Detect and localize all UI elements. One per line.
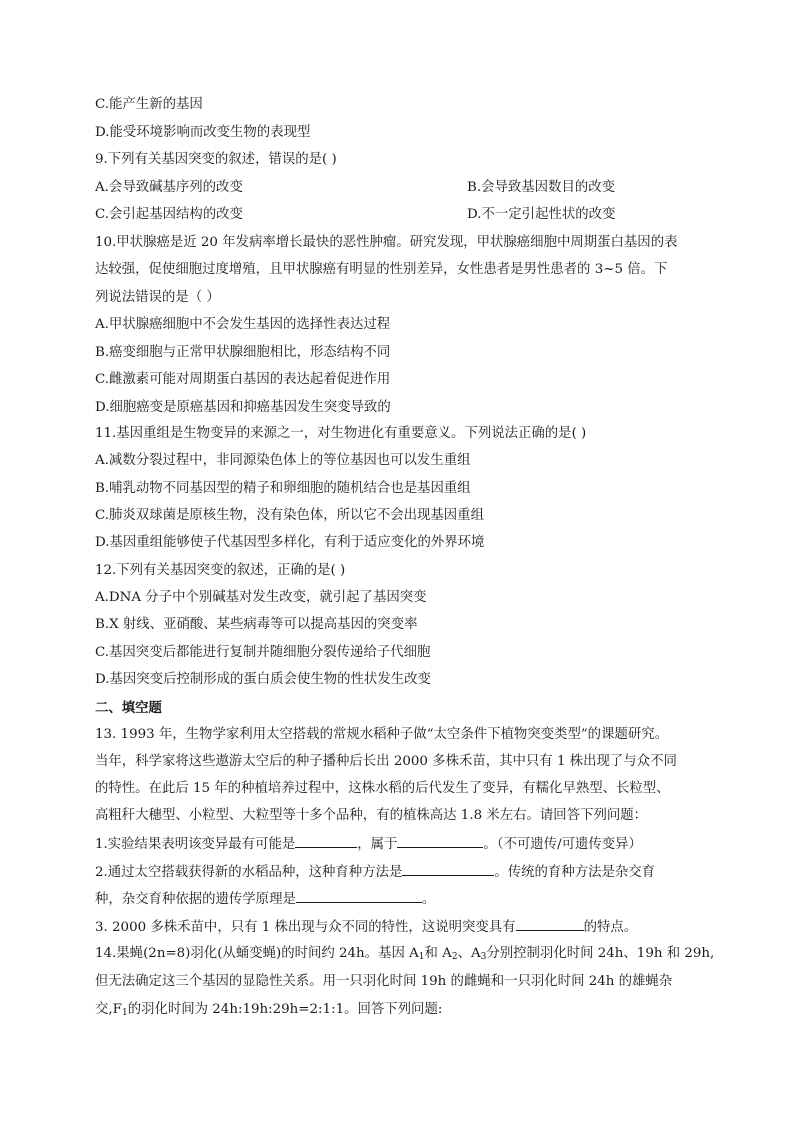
text-segment: 。（不可遗传/可遗传变异） bbox=[483, 837, 642, 852]
text-segment: 的羽化时间为 24h:19h:29h=2:1:1。回答下列问题: bbox=[127, 1002, 443, 1017]
answer-blank[interactable] bbox=[295, 834, 357, 848]
answer-blank[interactable] bbox=[402, 862, 494, 876]
text-line: D.基因突变后控制形成的蛋白质会使生物的性状发生改变 bbox=[95, 672, 431, 687]
text-line: A.甲状腺癌细胞中不会发生基因的选择性表达过程 bbox=[95, 317, 391, 332]
text-line: 高粗秆大穗型、小粒型、大粒型等十多个品种，有的植株高达 1.8 米左右。请回答下列问题： bbox=[95, 808, 648, 823]
text-line: 11.基因重组是生物变异的来源之一，对生物进化有重要意义。下列说法正确的是( ) bbox=[95, 426, 587, 441]
subscript: 1 bbox=[418, 952, 425, 962]
text-segment: 、A bbox=[457, 946, 481, 961]
text-segment: 1.实验结果表明该变异最有可能是 bbox=[95, 837, 296, 852]
text-line: B.哺乳动物不同基因型的精子和卵细胞的随机结合也是基因重组 bbox=[95, 481, 471, 496]
fill-blank-line bbox=[95, 834, 701, 854]
text-line bbox=[95, 945, 715, 963]
text-line: 达较强，促使细胞过度增殖，且甲状腺癌有明显的性别差异，女性患者是男性患者的 3~5 倍。下 bbox=[95, 262, 668, 277]
text-line: 12.下列有关基因突变的叙述，正确的是( ) bbox=[95, 563, 346, 578]
text-segment: 分别控制羽化时间 24h、19h 和 29h, bbox=[486, 946, 715, 961]
text-line: D.细胞癌变是原癌基因和抑癌基因发生突变导致的 bbox=[95, 400, 391, 415]
subscript: 3 bbox=[480, 952, 487, 962]
text-segment: 种，杂交育种依据的遗传学原理是 bbox=[95, 892, 296, 907]
text-line: 但无法确定这三个基因的显隐性关系。用一只羽化时间 19h 的雌蝇和一只羽化时间 24h 的雄蝇杂 bbox=[95, 974, 673, 989]
text-line bbox=[95, 1001, 701, 1019]
text-segment: 的特点。 bbox=[583, 920, 638, 935]
option-row bbox=[95, 206, 701, 224]
option-right: B.会导致基因数目的改变 bbox=[467, 180, 616, 195]
text-line: B.癌变细胞与正常甲状腺细胞相比，形态结构不同 bbox=[95, 345, 391, 360]
fill-blank-line bbox=[95, 862, 701, 882]
text-line: D.基因重组能够使子代基因型多样化，有利于适应变化的外界环境 bbox=[95, 535, 485, 550]
text-line: 的特性。在此后 15 年的种植培养过程中，这株水稻的后代发生了变异，有糯化早熟型、长粒型、 bbox=[95, 781, 670, 796]
option-right: D.不一定引起性状的改变 bbox=[467, 207, 616, 222]
text-segment: ，属于 bbox=[357, 837, 398, 852]
option-left: A.会导致碱基序列的改变 bbox=[95, 180, 243, 195]
option-left: C.会引起基因结构的改变 bbox=[95, 207, 243, 222]
answer-blank[interactable] bbox=[397, 834, 483, 848]
text-segment: 。 bbox=[421, 892, 436, 907]
text-line: 13. 1993 年，生物学家利用太空搭载的常规水稻种子做“太空条件下植物突变类型”的课题研究。 bbox=[95, 727, 669, 742]
text-line: A.DNA 分子中个别碱基对发生改变，就引起了基因突变 bbox=[95, 590, 427, 605]
text-line: 列说法错误的是（ ） bbox=[95, 290, 220, 305]
text-segment: 和 A bbox=[424, 946, 452, 961]
text-line: 10.甲状腺癌是近 20 年发病率增长最快的恶性肿瘤。研究发现，甲状腺癌细胞中周期蛋白基因的表 bbox=[95, 235, 678, 250]
answer-blank[interactable] bbox=[296, 889, 422, 903]
text-line: A.减数分裂过程中，非同源染色体上的等位基因也可以发生重组 bbox=[95, 453, 471, 468]
section-heading: 二、填空题 bbox=[95, 700, 162, 716]
text-line: 9.下列有关基因突变的叙述，错误的是( ) bbox=[95, 152, 337, 167]
text-segment: 交,F bbox=[95, 1002, 122, 1017]
text-line: 当年，科学家将这些遨游太空后的种子播种后长出 2000 多株禾苗，其中只有 1 株出现了与众不同 bbox=[95, 754, 677, 769]
text-line: D.能受环境影响而改变生物的表现型 bbox=[95, 125, 311, 140]
subscript: 1 bbox=[121, 1008, 128, 1018]
fill-blank-line bbox=[95, 917, 701, 937]
text-line: C.雌激素可能对周期蛋白基因的表达起着促进作用 bbox=[95, 372, 391, 387]
answer-blank[interactable] bbox=[516, 917, 584, 931]
option-row bbox=[95, 179, 701, 197]
text-segment: 3. 2000 多株禾苗中，只有 1 株出现与众不同的特性，这说明突变具有 bbox=[95, 920, 516, 935]
text-line: C.肺炎双球菌是原核生物，没有染色体，所以它不会出现基因重组 bbox=[95, 508, 484, 523]
text-segment: 2.通过太空搭载获得新的水稻品种，这种育种方法是 bbox=[95, 865, 403, 880]
text-line: C.基因突变后都能进行复制并随细胞分裂传递给子代细胞 bbox=[95, 645, 431, 660]
text-line: C.能产生新的基因 bbox=[95, 97, 203, 112]
text-segment: 14.果蝇(2n=8)羽化(从蛹变蝇)的时间约 24h。基因 A bbox=[95, 946, 419, 961]
subscript: 2 bbox=[451, 952, 458, 962]
text-line: B.X 射线、亚硝酸、某些病毒等可以提高基因的突变率 bbox=[95, 617, 418, 632]
text-segment: 。传统的育种方法是杂交育 bbox=[494, 865, 656, 880]
fill-blank-line bbox=[95, 889, 701, 909]
